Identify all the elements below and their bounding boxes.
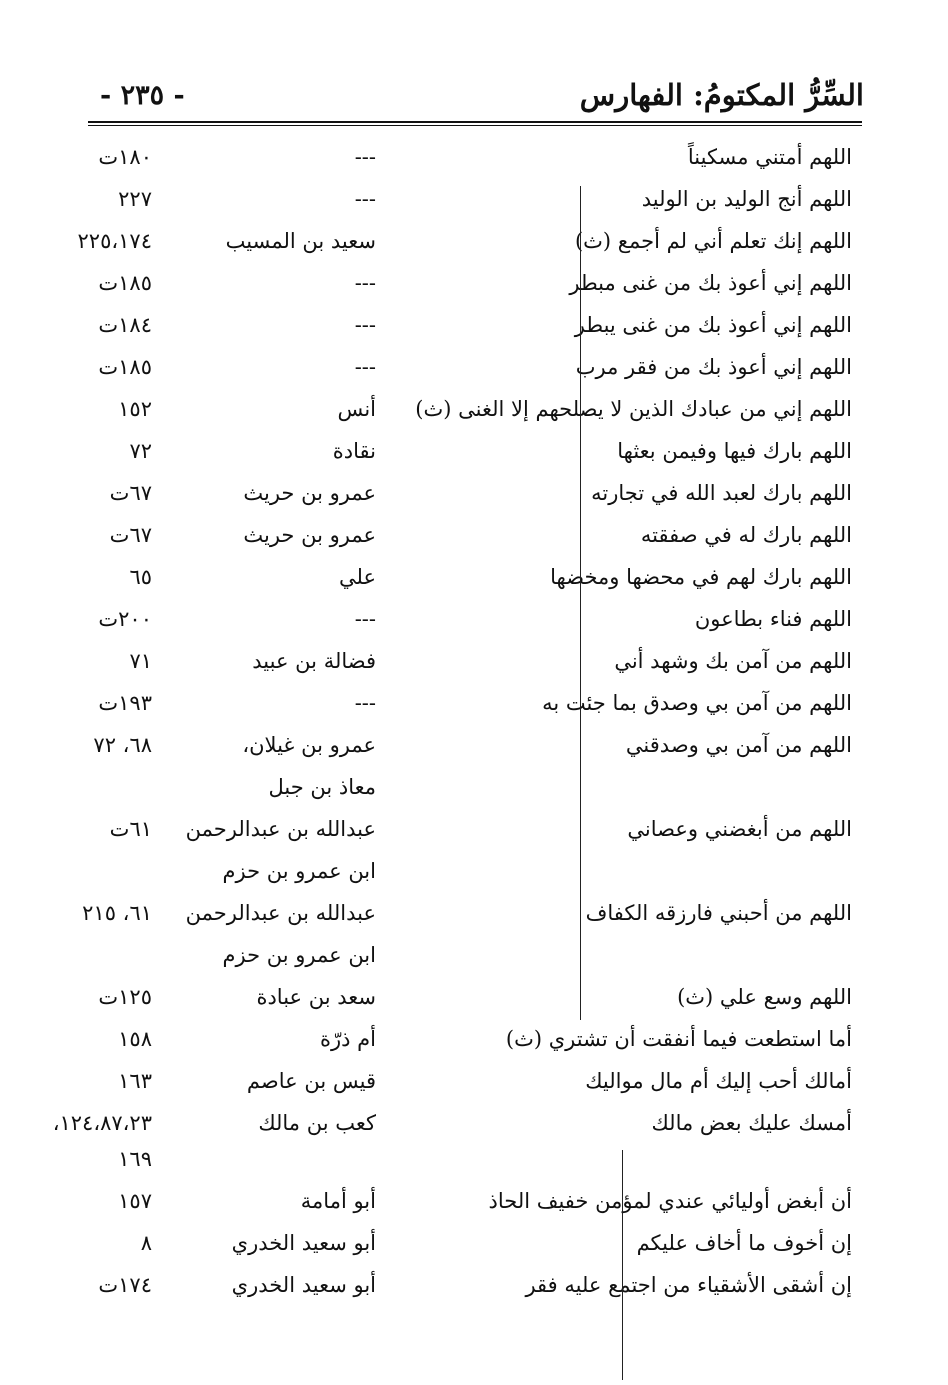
header-rule <box>88 121 862 126</box>
narrator-name: --- <box>354 313 376 337</box>
narrator-name: --- <box>354 187 376 211</box>
narrator-name: فضالة بن عبيد <box>252 649 376 673</box>
hadith-text: إن أشقى الأشقياء من اجتمع عليه فقر <box>525 1273 852 1297</box>
narrator-name: عمرو بن حريث <box>243 481 376 505</box>
index-row <box>0 726 948 764</box>
index-row <box>0 936 948 974</box>
running-title: السِّرُّ المكتومُ: الفهارس <box>579 78 864 112</box>
hadith-text: اللهم أمتني مسكيناً <box>687 145 852 169</box>
page-reference: ١٥٧ <box>118 1189 152 1213</box>
index-row <box>0 852 948 890</box>
page-header <box>92 78 864 118</box>
narrator-name: --- <box>354 271 376 295</box>
narrator-name: نقادة <box>332 439 376 463</box>
narrator-name: عمرو بن حريث <box>243 523 376 547</box>
narrator-name: --- <box>354 355 376 379</box>
page-reference: ١٥٢ <box>118 397 152 421</box>
narrator-name: عبدالله بن عبدالرحمن <box>185 901 376 925</box>
index-row <box>0 600 948 638</box>
index-row <box>0 432 948 470</box>
hadith-text: أمسك عليك بعض مالك <box>651 1111 852 1135</box>
index-row <box>0 1140 948 1178</box>
hadith-text: اللهم إني أعوذ بك من غنى يبطر <box>574 313 852 337</box>
hadith-text: اللهم إني من عبادك الذين لا يصلحهم إلا الغنى (ث) <box>415 397 852 421</box>
page-reference: ١٢٥ت <box>98 985 152 1009</box>
page-reference: ٦١ت <box>109 817 152 841</box>
index-row <box>0 1182 948 1220</box>
index-row <box>0 180 948 218</box>
index-row <box>0 1062 948 1100</box>
page-reference: ١٨٤ت <box>98 313 152 337</box>
hadith-text: اللهم إني أعوذ بك من غنى مبطر <box>569 271 852 295</box>
index-row <box>0 684 948 722</box>
hadith-text: اللهم من أبغضني وعصاني <box>627 817 852 841</box>
hadith-text: اللهم من آمن بي وصدقني <box>625 733 852 757</box>
hadith-text: اللهم بارك لعبد الله في تجارته <box>591 481 852 505</box>
page-reference: ١٨٥ت <box>98 355 152 379</box>
hadith-text: أمالك أحب إليك أم مال مواليك <box>585 1069 852 1093</box>
column-guide-line <box>580 186 581 1020</box>
hadith-text: اللهم بارك له في صفقته <box>640 523 852 547</box>
page-reference: ١٥٨ <box>118 1027 152 1051</box>
page-reference: ١٦٣ <box>118 1069 152 1093</box>
narrator-name: --- <box>354 691 376 715</box>
page-reference: ٦٧ت <box>109 523 152 547</box>
page-reference: ١٩٣ت <box>98 691 152 715</box>
hadith-text: اللهم من أحبني فارزقه الكفاف <box>585 901 852 925</box>
narrator-name: ابن عمرو بن حزم <box>222 943 376 967</box>
narrator-name: كعب بن مالك <box>258 1111 376 1135</box>
hadith-text: اللهم إنك تعلم أني لم أجمع (ث) <box>574 229 852 253</box>
hadith-text: اللهم بارك لهم في محضها ومخضها <box>550 565 852 589</box>
hadith-text: اللهم أنج الوليد بن الوليد <box>641 187 852 211</box>
hadith-text: اللهم إني أعوذ بك من فقر مرب <box>575 355 852 379</box>
index-row <box>0 264 948 302</box>
page-reference: ٦٨، ٧٢ <box>93 733 152 757</box>
hadith-text: أما استطعت فيما أنفقت أن تشتري (ث) <box>505 1027 852 1051</box>
index-row <box>0 516 948 554</box>
narrator-name: أبو سعيد الخدري <box>231 1231 376 1255</box>
page-reference: ٢٢٧ <box>118 187 152 211</box>
page-reference: ١٧٤ت <box>98 1273 152 1297</box>
index-row <box>0 222 948 260</box>
page-reference: ١٨٥ت <box>98 271 152 295</box>
index-row <box>0 348 948 386</box>
hadith-text: إن أخوف ما أخاف عليكم <box>636 1231 852 1255</box>
narrator-name: أبو سعيد الخدري <box>231 1273 376 1297</box>
page-reference: ١٨٠ت <box>98 145 152 169</box>
column-guide-line <box>622 1150 623 1380</box>
page-reference: ٧٢ <box>129 439 152 463</box>
page-reference: ٦٥ <box>129 565 152 589</box>
index-row <box>0 306 948 344</box>
narrator-name: --- <box>354 607 376 631</box>
narrator-name: معاذ بن جبل <box>268 775 376 799</box>
page-reference: ٢٢٥،١٧٤ <box>77 229 152 253</box>
page-reference: ٦١، ٢١٥ <box>82 901 152 925</box>
index-row <box>0 642 948 680</box>
hadith-text: اللهم فناء بطاعون <box>694 607 852 631</box>
index-row <box>0 978 948 1016</box>
hadith-text: اللهم بارك فيها وفيمن بعثها <box>617 439 852 463</box>
narrator-name: سعيد بن المسيب <box>225 229 376 253</box>
index-row <box>0 138 948 176</box>
narrator-name: أبو أمامة <box>300 1189 376 1213</box>
page-reference: ١٦٩ <box>118 1147 152 1171</box>
page-reference: ٢٠٠ت <box>98 607 152 631</box>
page-reference: ١٢٤،٨٧،٢٣، <box>52 1111 152 1135</box>
index-row <box>0 558 948 596</box>
page-reference: ٦٧ت <box>109 481 152 505</box>
hadith-text: اللهم وسع علي (ث) <box>677 985 852 1009</box>
narrator-name: أنس <box>337 397 376 421</box>
narrator-name: عبدالله بن عبدالرحمن <box>185 817 376 841</box>
index-row <box>0 1266 948 1304</box>
hadith-text: اللهم من آمن بي وصدق بما جئت به <box>542 691 852 715</box>
narrator-name: --- <box>354 145 376 169</box>
narrator-name: علي <box>339 565 376 589</box>
index-row <box>0 1020 948 1058</box>
narrator-name: ابن عمرو بن حزم <box>222 859 376 883</box>
page-reference: ٨ <box>140 1231 152 1255</box>
narrator-name: قيس بن عاصم <box>246 1069 376 1093</box>
index-row <box>0 474 948 512</box>
narrator-name: أم ذرّة <box>319 1027 376 1051</box>
index-row <box>0 1104 948 1142</box>
page-reference: ٧١ <box>129 649 152 673</box>
hadith-text: أن أبغض أوليائي عندي لمؤمن خفيف الحاذ <box>488 1189 852 1213</box>
page-number: - ٢٣٥ - <box>100 80 185 111</box>
index-row <box>0 390 948 428</box>
index-row <box>0 1224 948 1262</box>
narrator-name: عمرو بن غيلان، <box>242 733 376 757</box>
index-row <box>0 810 948 848</box>
index-row <box>0 768 948 806</box>
narrator-name: سعد بن عبادة <box>256 985 376 1009</box>
index-row <box>0 894 948 932</box>
hadith-text: اللهم من آمن بك وشهد أني <box>614 649 852 673</box>
